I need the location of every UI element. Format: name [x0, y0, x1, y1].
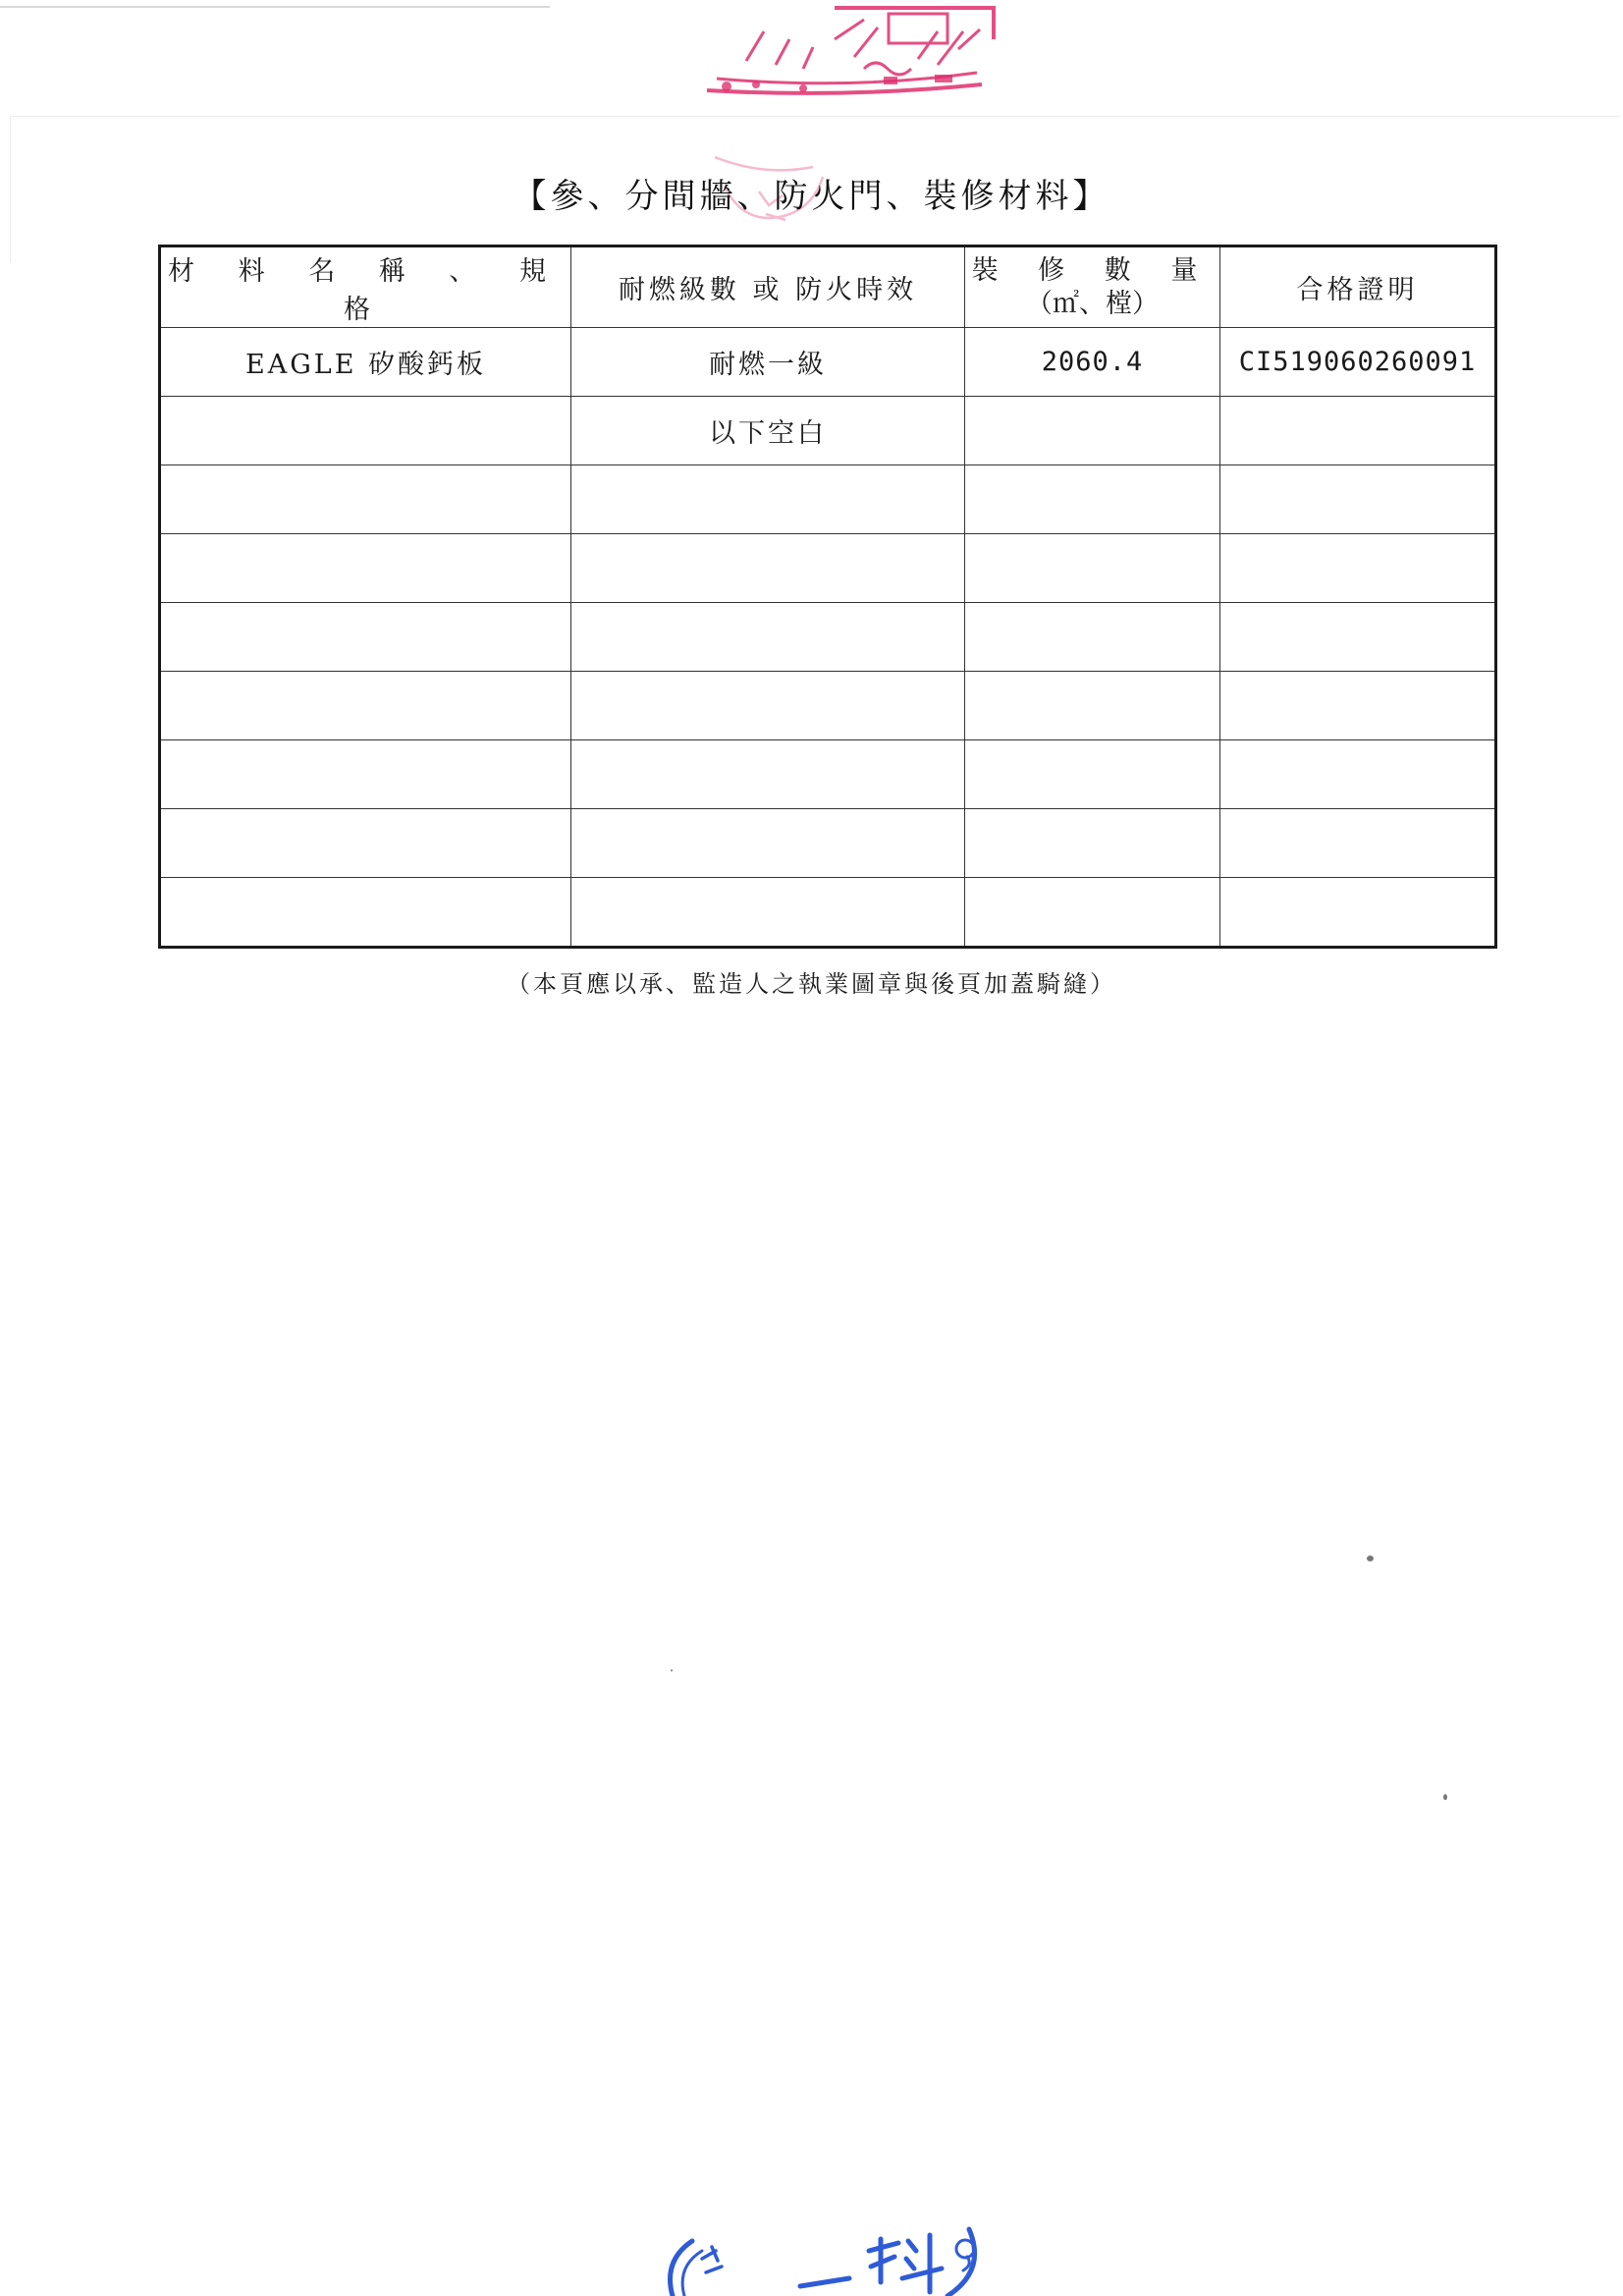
cell-material-name: [160, 603, 571, 672]
cell-quantity: [965, 534, 1220, 603]
cell-fire-rating: [571, 740, 965, 809]
cell-material-name: [160, 397, 571, 465]
cell-material-name: [160, 534, 571, 603]
cell-certificate: [1220, 740, 1496, 809]
cell-certificate: [1220, 465, 1496, 534]
cell-fire-rating: [571, 672, 965, 740]
header-certificate: [1220, 246, 1496, 328]
cell-quantity: 2060.4: [965, 328, 1220, 397]
cell-quantity: [965, 740, 1220, 809]
scan-speck: [671, 1669, 673, 1671]
cell-quantity: [965, 672, 1220, 740]
materials-table: [158, 245, 1497, 949]
cell-quantity: [965, 397, 1220, 465]
table-row: [160, 397, 1496, 465]
header-material-name: [160, 246, 571, 328]
cell-material-name: [160, 878, 571, 948]
scan-speck: [1367, 1556, 1374, 1561]
cell-material-name: [160, 740, 571, 809]
table-row: [160, 740, 1496, 809]
table-row: [160, 328, 1496, 397]
table-row: [160, 878, 1496, 948]
cell-fire-rating: [571, 465, 965, 534]
scan-edge-line: [0, 6, 550, 8]
cell-certificate: [1220, 672, 1496, 740]
cell-certificate: [1220, 809, 1496, 878]
cell-material-name: [160, 809, 571, 878]
header-quantity-unit: （㎡、樘）: [1026, 288, 1159, 319]
cell-certificate: [1220, 397, 1496, 465]
cell-fire-rating: [571, 878, 965, 948]
cell-fire-rating: 以下空白: [571, 397, 965, 465]
header-fire-rating-label: 耐燃級數 或 防火時效: [618, 275, 918, 305]
table-header-row: [160, 246, 1496, 328]
scan-edge-line: [10, 116, 1620, 117]
header-quantity: [965, 246, 1220, 328]
cell-quantity: [965, 603, 1220, 672]
table-row: [160, 534, 1496, 603]
table-row: [160, 603, 1496, 672]
cell-certificate: CI519060260091: [1220, 328, 1496, 397]
table-row: [160, 465, 1496, 534]
header-fire-rating: [571, 246, 965, 328]
cell-quantity: [965, 809, 1220, 878]
cell-certificate: [1220, 603, 1496, 672]
cell-fire-rating: 耐燃一級: [571, 328, 965, 397]
footnote: （本頁應以承、監造人之執業圖章與後頁加蓋騎縫）: [507, 970, 1116, 998]
cell-quantity: [965, 465, 1220, 534]
cell-certificate: [1220, 534, 1496, 603]
cell-material-name: [160, 465, 571, 534]
cell-fire-rating: [571, 809, 965, 878]
cell-material-name: [160, 672, 571, 740]
cell-quantity: [965, 878, 1220, 948]
table-row: [160, 672, 1496, 740]
cell-fire-rating: [571, 534, 965, 603]
scan-speck: [1443, 1794, 1447, 1800]
blue-seal-stamp: [653, 2221, 997, 2296]
cell-certificate: [1220, 878, 1496, 948]
cell-fire-rating: [571, 603, 965, 672]
red-seal-stamp: [687, 0, 1011, 98]
header-quantity-label: 裝 修 數 量: [971, 254, 1214, 286]
table-row: [160, 809, 1496, 878]
header-certificate-label: 合格證明: [1296, 275, 1419, 305]
cell-material-name: EAGLE 矽酸鈣板: [160, 328, 571, 397]
page-title: 【參、分間牆、防火門、裝修材料】: [513, 177, 1110, 216]
header-material-name-label: 材 料 名 稱 、 規 格: [168, 255, 564, 325]
